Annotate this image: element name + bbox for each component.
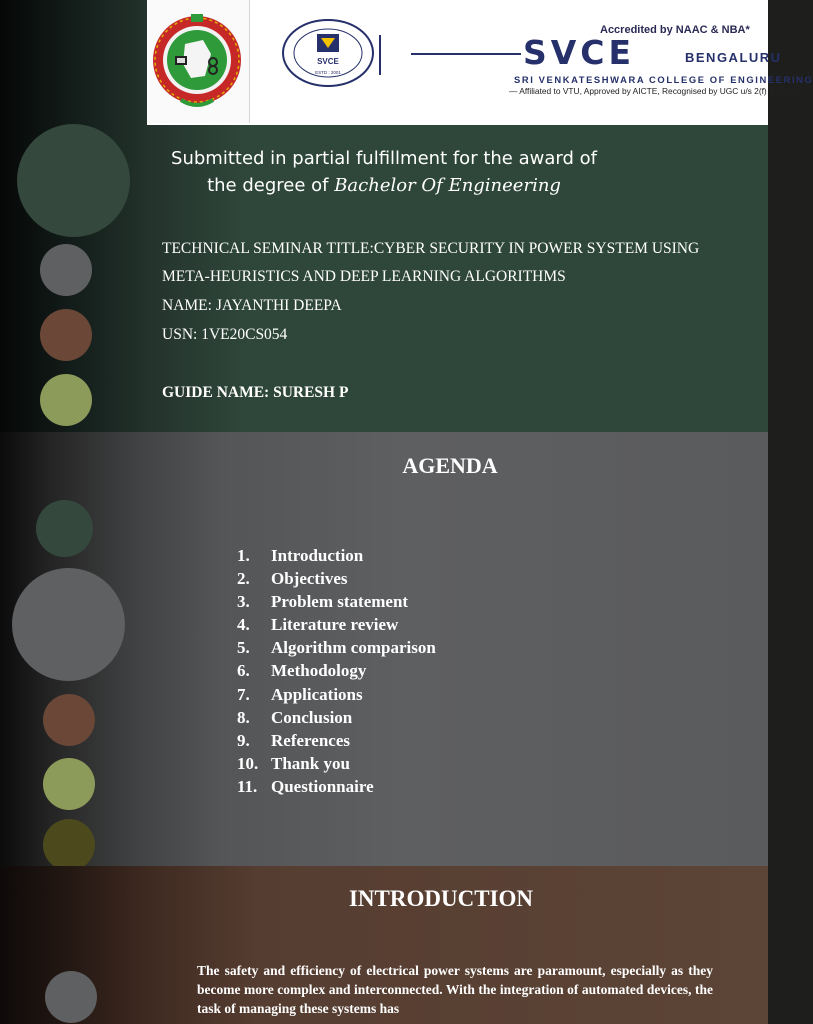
agenda-item-label: Methodology bbox=[271, 661, 367, 681]
seminar-title-line-2: META-HEURISTICS AND DEEP LEARNING ALGORITHMS bbox=[162, 268, 566, 285]
college-name: SRI VENKATESHWARA COLLEGE OF ENGINEERING bbox=[514, 74, 813, 85]
university-seal-logo bbox=[147, 0, 250, 123]
logo-rule bbox=[411, 53, 521, 55]
agenda-item-number: 10. bbox=[237, 753, 259, 773]
introduction-slide bbox=[0, 866, 768, 1024]
agenda-heading: AGENDA bbox=[402, 453, 498, 478]
agenda-list bbox=[237, 546, 436, 800]
agenda-item bbox=[237, 615, 436, 638]
agenda-item-number: 3. bbox=[237, 592, 250, 612]
university-seal-icon bbox=[151, 14, 243, 106]
svce-acronym: SVCE bbox=[523, 33, 636, 72]
agenda-item-label: Problem statement bbox=[271, 592, 409, 612]
agenda-item-label: Objectives bbox=[271, 569, 348, 589]
svce-emblem-icon bbox=[281, 18, 375, 88]
agenda-item bbox=[237, 592, 436, 615]
submitted-line-2 bbox=[0, 175, 768, 196]
agenda-item bbox=[237, 731, 436, 754]
agenda-item-number: 6. bbox=[237, 661, 250, 681]
logo-divider bbox=[379, 35, 381, 75]
agenda-item-number: 9. bbox=[237, 730, 250, 750]
agenda-item-label: Applications bbox=[271, 684, 363, 704]
decorative-circle bbox=[40, 374, 92, 426]
emblem-acronym: SVCE bbox=[317, 57, 339, 66]
agenda-slide bbox=[0, 432, 768, 866]
agenda-item-number: 4. bbox=[237, 615, 250, 635]
svce-city: BENGALURU bbox=[685, 50, 782, 65]
agenda-item-label: Thank you bbox=[271, 753, 350, 773]
agenda-item-label: Conclusion bbox=[271, 707, 353, 727]
agenda-item bbox=[237, 569, 436, 592]
agenda-item-number: 5. bbox=[237, 638, 250, 658]
agenda-item bbox=[237, 708, 436, 731]
seminar-title-line-1: TECHNICAL SEMINAR TITLE:CYBER SECURITY IN POWER SYSTEM USING bbox=[162, 240, 700, 257]
decorative-circle bbox=[43, 819, 95, 871]
agenda-item-number: 2. bbox=[237, 569, 250, 589]
agenda-item-number: 1. bbox=[237, 546, 250, 565]
agenda-item-label: References bbox=[271, 730, 350, 750]
agenda-item-number: 8. bbox=[237, 707, 250, 727]
agenda-item-label: Questionnaire bbox=[271, 776, 374, 796]
decorative-circle bbox=[40, 309, 92, 361]
agenda-item-label: Algorithm comparison bbox=[271, 638, 436, 658]
submitted-line-1: Submitted in partial fulfillment for the award of bbox=[171, 148, 597, 169]
agenda-item bbox=[237, 546, 436, 569]
guide-name: GUIDE NAME: SURESH P bbox=[162, 384, 349, 401]
agenda-item-label: Literature review bbox=[271, 615, 399, 635]
agenda-item-number: 11. bbox=[237, 776, 258, 796]
agenda-item bbox=[237, 685, 436, 708]
agenda-item-label: Introduction bbox=[271, 546, 364, 565]
student-usn: USN: 1VE20CS054 bbox=[162, 326, 288, 343]
decorative-circle bbox=[12, 568, 125, 681]
decorative-circle bbox=[36, 500, 93, 557]
logo-banner bbox=[147, 0, 813, 125]
affiliation-text: — Affiliated to VTU, Approved by AICTE, Recognised by UGC u/s 2(f) & 12(B)— bbox=[509, 86, 806, 96]
decorative-circle bbox=[40, 244, 92, 296]
agenda-item-number: 7. bbox=[237, 684, 250, 704]
decorative-circle bbox=[43, 758, 95, 810]
decorative-circle bbox=[45, 971, 97, 1023]
introduction-paragraph: The safety and efficiency of electrical power systems are paramount, especially as they become more complex and interconnected. With the integration of automated devices, the task of managing these systems has bbox=[197, 963, 713, 1017]
degree-prefix: the degree of bbox=[207, 175, 335, 196]
introduction-heading: INTRODUCTION bbox=[348, 886, 534, 911]
student-name: NAME: JAYANTHI DEEPA bbox=[162, 297, 342, 314]
accreditation-text: Accredited by NAAC & NBA* bbox=[600, 24, 750, 36]
decorative-circle bbox=[43, 694, 95, 746]
svce-logo bbox=[251, 0, 813, 125]
title-slide bbox=[0, 0, 813, 432]
emblem-estd: ESTD : 2001 bbox=[315, 70, 341, 75]
agenda-item bbox=[237, 777, 436, 800]
agenda-item bbox=[237, 754, 436, 777]
agenda-item bbox=[237, 661, 436, 684]
agenda-item bbox=[237, 638, 436, 661]
degree-name: Bachelor Of Engineering bbox=[334, 175, 561, 196]
